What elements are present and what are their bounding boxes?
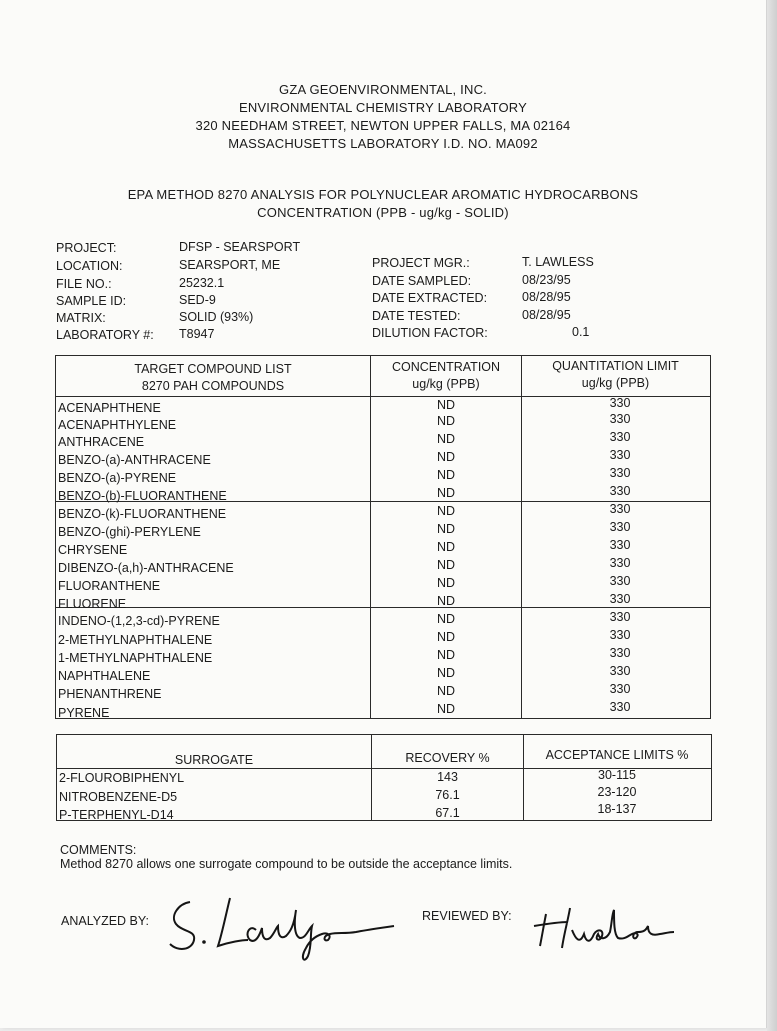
analyzed-by-label: ANALYZED BY: xyxy=(61,914,149,928)
compound-concentration: ND xyxy=(436,468,456,482)
surrogate-limits: 30-115 xyxy=(598,768,636,782)
reviewed-signature xyxy=(528,900,678,955)
compound-name: DIBENZO-(a,h)-ANTHRACENE xyxy=(58,561,234,575)
reviewed-by-label: REVIEWED BY: xyxy=(422,909,512,923)
location-value: SEARSPORT, ME xyxy=(179,258,281,272)
surrogate-name: P-TERPHENYL-D14 xyxy=(59,808,174,822)
compound-concentration: ND xyxy=(436,684,456,698)
compound-quantitation-limit: 330 xyxy=(609,448,631,462)
compound-quantitation-limit: 330 xyxy=(609,484,631,498)
limit-header-line2: ug/kg (PPB) xyxy=(581,376,650,390)
compound-quantitation-limit: 330 xyxy=(609,412,631,426)
compound-quantitation-limit: 330 xyxy=(609,610,631,624)
compound-quantitation-limit: 330 xyxy=(609,646,631,660)
compound-quantitation-limit: 330 xyxy=(609,396,631,410)
compound-concentration: ND xyxy=(436,432,456,446)
compound-concentration: ND xyxy=(436,648,456,662)
compound-concentration: ND xyxy=(436,540,456,554)
file-no-value: 25232.1 xyxy=(179,276,225,290)
compound-quantitation-limit: 330 xyxy=(609,538,631,552)
dilution-factor-label: DILUTION FACTOR: xyxy=(372,326,488,340)
compound-quantitation-limit: 330 xyxy=(609,466,631,480)
company-name: GZA GEOENVIRONMENTAL, INC. xyxy=(279,82,487,97)
compound-name: BENZO-(k)-FLUORANTHENE xyxy=(58,507,227,521)
laboratory-value: T8947 xyxy=(179,327,215,341)
compound-name: 1-METHYLNAPHTHALENE xyxy=(58,651,213,665)
surrogate-limits: 18-137 xyxy=(597,802,637,816)
surrogate-header: SURROGATE xyxy=(174,753,254,767)
compound-name: BENZO-(a)-ANTHRACENE xyxy=(58,453,211,467)
surrogate-name: 2-FLOUROBIPHENYL xyxy=(59,771,185,785)
compound-name: 2-METHYLNAPHTHALENE xyxy=(58,633,213,647)
compound-name: FLUORENE xyxy=(58,597,127,611)
compound-name: ACENAPHTHYLENE xyxy=(58,418,177,432)
laboratory-label: LABORATORY #: xyxy=(56,328,154,342)
compound-name: CHRYSENE xyxy=(58,543,128,557)
compound-name: PHENANTHRENE xyxy=(58,687,162,701)
compound-name: ACENAPHTHENE xyxy=(58,401,161,415)
compound-name: NAPHTHALENE xyxy=(58,669,151,683)
date-extracted-value: 08/28/95 xyxy=(522,290,571,304)
compound-concentration: ND xyxy=(436,558,456,572)
compound-quantitation-limit: 330 xyxy=(609,700,631,714)
compound-concentration: ND xyxy=(436,630,456,644)
compound-quantitation-limit: 330 xyxy=(609,520,631,534)
comments-label: COMMENTS: xyxy=(60,843,137,857)
compound-quantitation-limit: 330 xyxy=(609,430,631,444)
surrogate-limits: 23-120 xyxy=(597,785,637,799)
compound-quantitation-limit: 330 xyxy=(609,682,631,696)
surrogate-recovery: 67.1 xyxy=(435,806,460,820)
report-subtitle: CONCENTRATION (PPB - ug/kg - SOLID) xyxy=(257,205,509,220)
sample-id-value: SED-9 xyxy=(179,293,216,307)
file-no-label: FILE NO.: xyxy=(56,277,112,291)
matrix-label: MATRIX: xyxy=(56,311,106,325)
compound-concentration: ND xyxy=(436,522,456,536)
compound-header-line1: TARGET COMPOUND LIST xyxy=(134,362,292,376)
compound-name: BENZO-(b)-FLUORANTHENE xyxy=(58,489,227,503)
limit-header-line1: QUANTITATION LIMIT xyxy=(552,359,679,373)
dilution-factor-value: 0.1 xyxy=(572,325,590,339)
lab-address: 320 NEEDHAM STREET, NEWTON UPPER FALLS, MA 02164 xyxy=(195,118,571,133)
lab-name: ENVIRONMENTAL CHEMISTRY LABORATORY xyxy=(238,100,528,115)
project-value: DFSP - SEARSPORT xyxy=(179,240,301,254)
conc-header-line1: CONCENTRATION xyxy=(391,360,501,374)
compound-name: PYRENE xyxy=(58,706,110,720)
compound-name: INDENO-(1,2,3-cd)-PYRENE xyxy=(58,614,220,628)
compound-name: FLUORANTHENE xyxy=(58,579,161,593)
page-edge-shadow xyxy=(767,0,777,1031)
comments-text: Method 8270 allows one surrogate compound to be outside the acceptance limits. xyxy=(60,857,513,871)
date-sampled-label: DATE SAMPLED: xyxy=(372,274,472,288)
compound-concentration: ND xyxy=(436,486,456,500)
surrogate-recovery: 143 xyxy=(437,770,458,784)
compound-concentration: ND xyxy=(436,504,456,518)
compound-concentration: ND xyxy=(436,612,456,626)
analyzed-signature xyxy=(160,890,400,965)
compound-header-line2: 8270 PAH COMPOUNDS xyxy=(141,379,285,393)
project-mgr-label: PROJECT MGR.: xyxy=(372,256,470,270)
compound-quantitation-limit: 330 xyxy=(609,556,631,570)
date-extracted-label: DATE EXTRACTED: xyxy=(372,291,488,305)
compound-concentration: ND xyxy=(436,666,456,680)
compound-name: ANTHRACENE xyxy=(58,435,145,449)
project-mgr-value: T. LAWLESS xyxy=(522,255,594,269)
compound-concentration: ND xyxy=(436,594,456,608)
compound-name: BENZO-(ghi)-PERYLENE xyxy=(58,525,201,539)
compound-concentration: ND xyxy=(436,398,456,412)
date-tested-label: DATE TESTED: xyxy=(372,309,461,323)
compound-concentration: ND xyxy=(436,702,456,716)
compound-quantitation-limit: 330 xyxy=(609,628,631,642)
compound-quantitation-limit: 330 xyxy=(609,502,631,516)
compound-quantitation-limit: 330 xyxy=(609,664,631,678)
lab-id: MASSACHUSETTS LABORATORY I.D. NO. MA092 xyxy=(228,136,538,151)
compound-quantitation-limit: 330 xyxy=(609,592,631,606)
surrogate-name: NITROBENZENE-D5 xyxy=(59,790,178,804)
project-label: PROJECT: xyxy=(56,241,117,255)
compound-concentration: ND xyxy=(436,450,456,464)
matrix-value: SOLID (93%) xyxy=(179,310,254,324)
recovery-header: RECOVERY % xyxy=(405,751,490,765)
surrogate-recovery: 76.1 xyxy=(435,788,460,802)
limits-header: ACCEPTANCE LIMITS % xyxy=(545,748,689,762)
compound-quantitation-limit: 330 xyxy=(609,574,631,588)
report-title: EPA METHOD 8270 ANALYSIS FOR POLYNUCLEAR AROMATIC HYDROCARBONS xyxy=(127,187,639,202)
sample-id-label: SAMPLE ID: xyxy=(56,294,127,308)
conc-header-line2: ug/kg (PPB) xyxy=(412,377,480,391)
location-label: LOCATION: xyxy=(56,259,123,273)
compound-concentration: ND xyxy=(436,414,456,428)
date-tested-value: 08/28/95 xyxy=(522,308,571,322)
compound-concentration: ND xyxy=(436,576,456,590)
date-sampled-value: 08/23/95 xyxy=(522,273,571,287)
compound-name: BENZO-(a)-PYRENE xyxy=(58,471,177,485)
